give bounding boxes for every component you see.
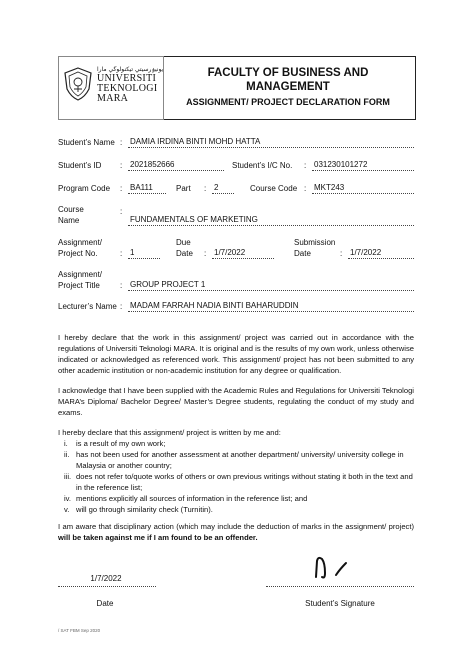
date-value: 1/7/2022 [90, 574, 122, 583]
faculty-title-line2: MANAGEMENT [246, 81, 330, 93]
university-name-line3: MARA [97, 93, 129, 104]
declaration-paragraph-3-intro: I hereby declare that this assignment/ project is written by me and: [58, 428, 281, 437]
due-date-label-line2: Date [176, 249, 193, 258]
program-code-label: Program Code [58, 184, 111, 193]
uitm-crest-icon [63, 67, 93, 101]
colon: : [120, 302, 123, 311]
colon: : [120, 184, 123, 193]
declaration-paragraph-2: I acknowledge that I have been supplied with the Academic Rules and Regulations for Universiti Teknologi MARA’s Diploma/ Bachelor Degree/ Master’s Degree students, regulating the conduct of my study and exams. [58, 386, 414, 417]
project-title-label-line1: Assignment/ [58, 270, 103, 279]
submission-date-label-line2: Date [294, 249, 311, 258]
project-title-field[interactable]: GROUP PROJECT 1 [128, 280, 414, 291]
university-logo [58, 56, 164, 120]
colon: : [340, 249, 343, 258]
submission-date-field[interactable]: 1/7/2022 [348, 248, 414, 259]
colon: : [304, 184, 307, 193]
student-name-field[interactable]: DAMIA IRDINA BINTI MOHD HATTA [128, 137, 414, 148]
university-script: ﯾﻮﻧﻴۏرسيتي تيكنولوڬي مارا [97, 66, 164, 73]
project-no-field[interactable]: 1 [128, 248, 160, 259]
submission-date-label-line1: Submission [294, 238, 336, 247]
project-no-label-line2: Project No. [58, 249, 98, 258]
colon: : [304, 161, 307, 170]
declaration-paragraph-1: I hereby declare that the work in this assignment/ project was carried out in accordance with the regulations of Universiti Teknologi MARA. It is original and is the results of my own work, unless otherwise indicated or acknowledged as referenced work. This assignment/ project has not been submitted to any other academic institution or non-academic institution for any degree or qualification. [58, 333, 414, 375]
program-code-field[interactable]: BA111 [128, 183, 166, 194]
lecturer-name-label: Lecturer’s Name [58, 302, 117, 311]
colon: : [120, 161, 123, 170]
declaration-paragraph-4 [58, 521, 414, 543]
list-item: v. will go through similarity check (Turnitin). [64, 505, 213, 514]
university-name-line1: UNIVERSITI [97, 73, 157, 84]
colon: : [120, 207, 123, 216]
signature-label: Student’s Signature [305, 599, 375, 608]
student-signature-icon [310, 553, 358, 583]
due-date-field[interactable]: 1/7/2022 [212, 248, 274, 259]
due-date-label-line1: Due [176, 238, 191, 247]
date-label: Date [96, 599, 114, 608]
signature-line [266, 586, 414, 587]
university-name-line2: TEKNOLOGI [97, 83, 158, 94]
disciplinary-text: I am aware that disciplinary action (which may include the deduction of marks in the assignment/ project) [58, 522, 414, 531]
declaration-list [58, 438, 414, 515]
project-title-label-line2: Project Title [58, 281, 100, 290]
list-item: iii. does not refer to/quote works of others or own previous writings without stating it both in the text and in the reference list; [64, 472, 413, 492]
colon: : [204, 249, 207, 258]
student-name-label: Student’s Name [58, 138, 115, 147]
colon: : [120, 281, 123, 290]
form-title: ASSIGNMENT/ PROJECT DECLARATION FORM [186, 97, 390, 107]
course-name-field[interactable]: FUNDAMENTALS OF MARKETING [128, 215, 414, 226]
part-field[interactable]: 2 [212, 183, 234, 194]
student-id-field[interactable]: 2021852666 [128, 160, 224, 171]
list-item: i. is a result of my own work; [64, 439, 166, 448]
course-name-label-line2: Name [58, 216, 80, 225]
course-code-label: Course Code [250, 184, 298, 193]
project-no-label-line1: Assignment/ [58, 238, 103, 247]
date-line [58, 586, 156, 587]
list-item: iv. mentions explicitly all sources of information in the reference list; and [64, 494, 308, 503]
student-ic-field[interactable]: 031230101272 [312, 160, 414, 171]
list-item: ii. has not been used for another assessment at another department/ university/ university college in Malaysia or another country; [64, 450, 404, 470]
colon: : [120, 138, 123, 147]
course-code-field[interactable]: MKT243 [312, 183, 414, 194]
form-code: / SAT FBM Sep 2020 [58, 628, 101, 633]
offender-warning: will be taken against me if I am found to be an offender. [58, 533, 258, 542]
part-label: Part [176, 184, 191, 193]
student-id-label: Student’s ID [58, 161, 102, 170]
faculty-title-line1: FACULTY OF BUSINESS AND [207, 67, 369, 79]
colon: : [204, 184, 207, 193]
colon: : [120, 249, 123, 258]
course-name-label-line1: Course [58, 205, 84, 214]
lecturer-name-field[interactable]: MADAM FARRAH NADIA BINTI BAHARUDDIN [128, 301, 414, 312]
student-ic-label: Student’s I/C No. [232, 161, 293, 170]
